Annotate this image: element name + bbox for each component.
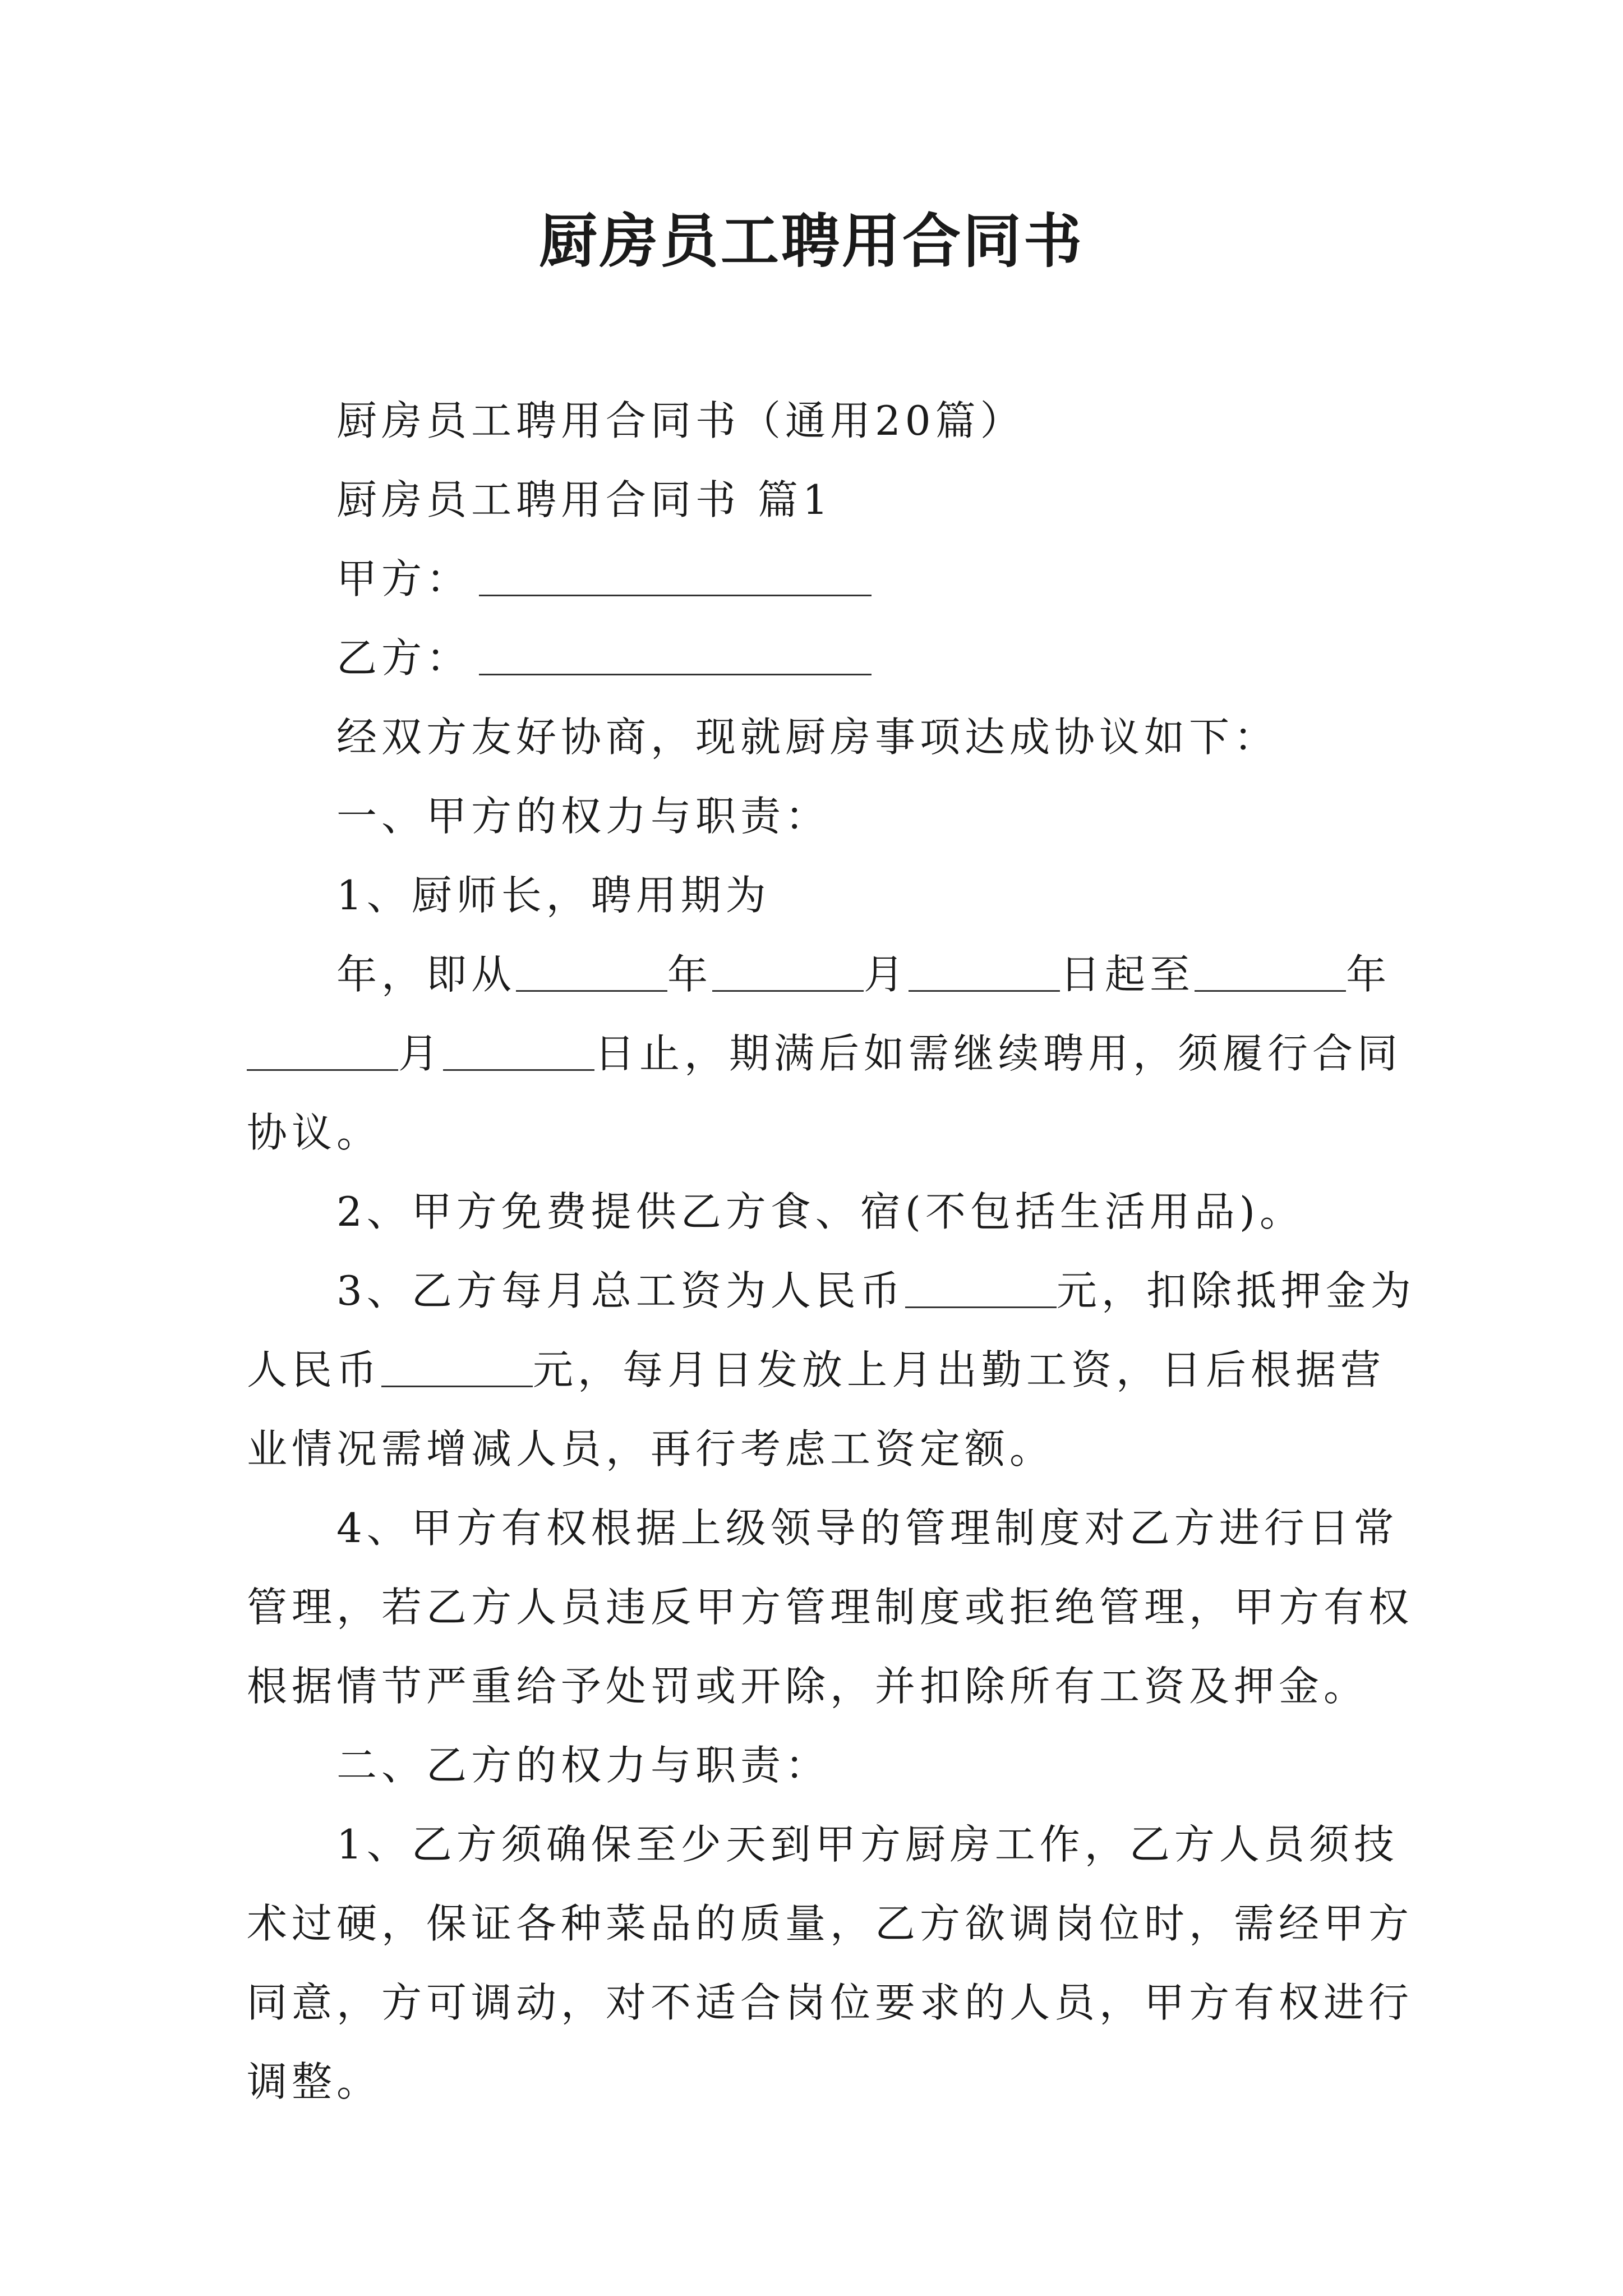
paragraph-line: 经双方友好协商，现就厨房事项达成协议如下： bbox=[336, 714, 1279, 761]
party-b-line bbox=[247, 619, 1385, 698]
document-body bbox=[247, 381, 1415, 2122]
paragraph-line: 4、甲方有权根据上级领导的管理制度对乙方进行日常 bbox=[336, 1504, 1399, 1552]
text-fragment: 年 bbox=[667, 951, 713, 998]
text-fragment: 人民币 bbox=[247, 1346, 382, 1393]
year-blank bbox=[1195, 950, 1346, 992]
clause-heading: 一、甲方的权力与职责： bbox=[336, 793, 831, 840]
paragraph-line: 2、甲方免费提供乙方食、宿(不包括生活用品)。 bbox=[336, 1188, 1304, 1235]
party-a-blank bbox=[479, 554, 872, 596]
text-fragment: 月 bbox=[864, 951, 909, 998]
subtitle-line: 厨房员工聘用合同书（通用20篇） bbox=[336, 397, 1025, 444]
date-range-line bbox=[247, 935, 1391, 1014]
deposit-blank bbox=[381, 1345, 533, 1387]
document-title: 厨房员工聘用合同书 bbox=[538, 207, 1084, 275]
paragraph-line: 协议。 bbox=[247, 1109, 382, 1156]
text-fragment: 3、乙方每月总工资为人民币 bbox=[336, 1267, 905, 1314]
paragraph-line: 1、乙方须确保至少天到甲方厨房工作，乙方人员须技 bbox=[336, 1821, 1399, 1868]
salary-line bbox=[247, 1251, 1415, 1331]
month-blank bbox=[712, 950, 864, 992]
party-a-line bbox=[247, 540, 1385, 619]
paragraph-line: 同意，方可调动，对不适合岗位要求的人员，甲方有权进行 bbox=[247, 1979, 1414, 2026]
text-fragment: 元，每月日发放上月出勤工资，日后根据营 bbox=[533, 1346, 1386, 1393]
deposit-line bbox=[247, 1331, 1385, 1410]
text-fragment: 日起至 bbox=[1060, 951, 1195, 998]
party-b-blank bbox=[479, 633, 872, 675]
paragraph-line: 1、厨师长，聘用期为 bbox=[336, 872, 771, 919]
paragraph-line: 术过硬，保证各种菜品的质量，乙方欲调岗位时，需经甲方 bbox=[247, 1900, 1414, 1947]
text-fragment: 元，扣除抵押金为 bbox=[1056, 1267, 1415, 1314]
text-fragment: 月 bbox=[398, 1030, 444, 1077]
day-blank bbox=[443, 1029, 594, 1071]
clause-heading: 二、乙方的权力与职责： bbox=[336, 1742, 831, 1789]
paragraph-line: 根据情节严重给予处罚或开除，并扣除所有工资及押金。 bbox=[247, 1663, 1369, 1710]
paragraph-line: 管理，若乙方人员违反甲方管理制度或拒绝管理，甲方有权 bbox=[247, 1584, 1414, 1631]
month-blank bbox=[247, 1029, 398, 1071]
paragraph-line: 调整。 bbox=[247, 2058, 382, 2105]
party-b-label: 乙方： bbox=[336, 634, 472, 682]
paragraph-line: 业情况需增减人员，再行考虑工资定额。 bbox=[247, 1425, 1055, 1473]
day-blank bbox=[909, 950, 1060, 992]
text-fragment: 日止，期满后如需继续聘用，须履行合同 bbox=[594, 1030, 1403, 1077]
date-range-line bbox=[247, 1014, 1403, 1093]
text-fragment: 年 bbox=[1346, 951, 1391, 998]
party-a-label: 甲方： bbox=[336, 555, 472, 602]
salary-blank bbox=[905, 1266, 1057, 1308]
text-fragment: 年，即从 bbox=[336, 951, 517, 998]
year-blank bbox=[516, 950, 667, 992]
section-heading: 厨房员工聘用合同书 篇1 bbox=[336, 476, 833, 523]
